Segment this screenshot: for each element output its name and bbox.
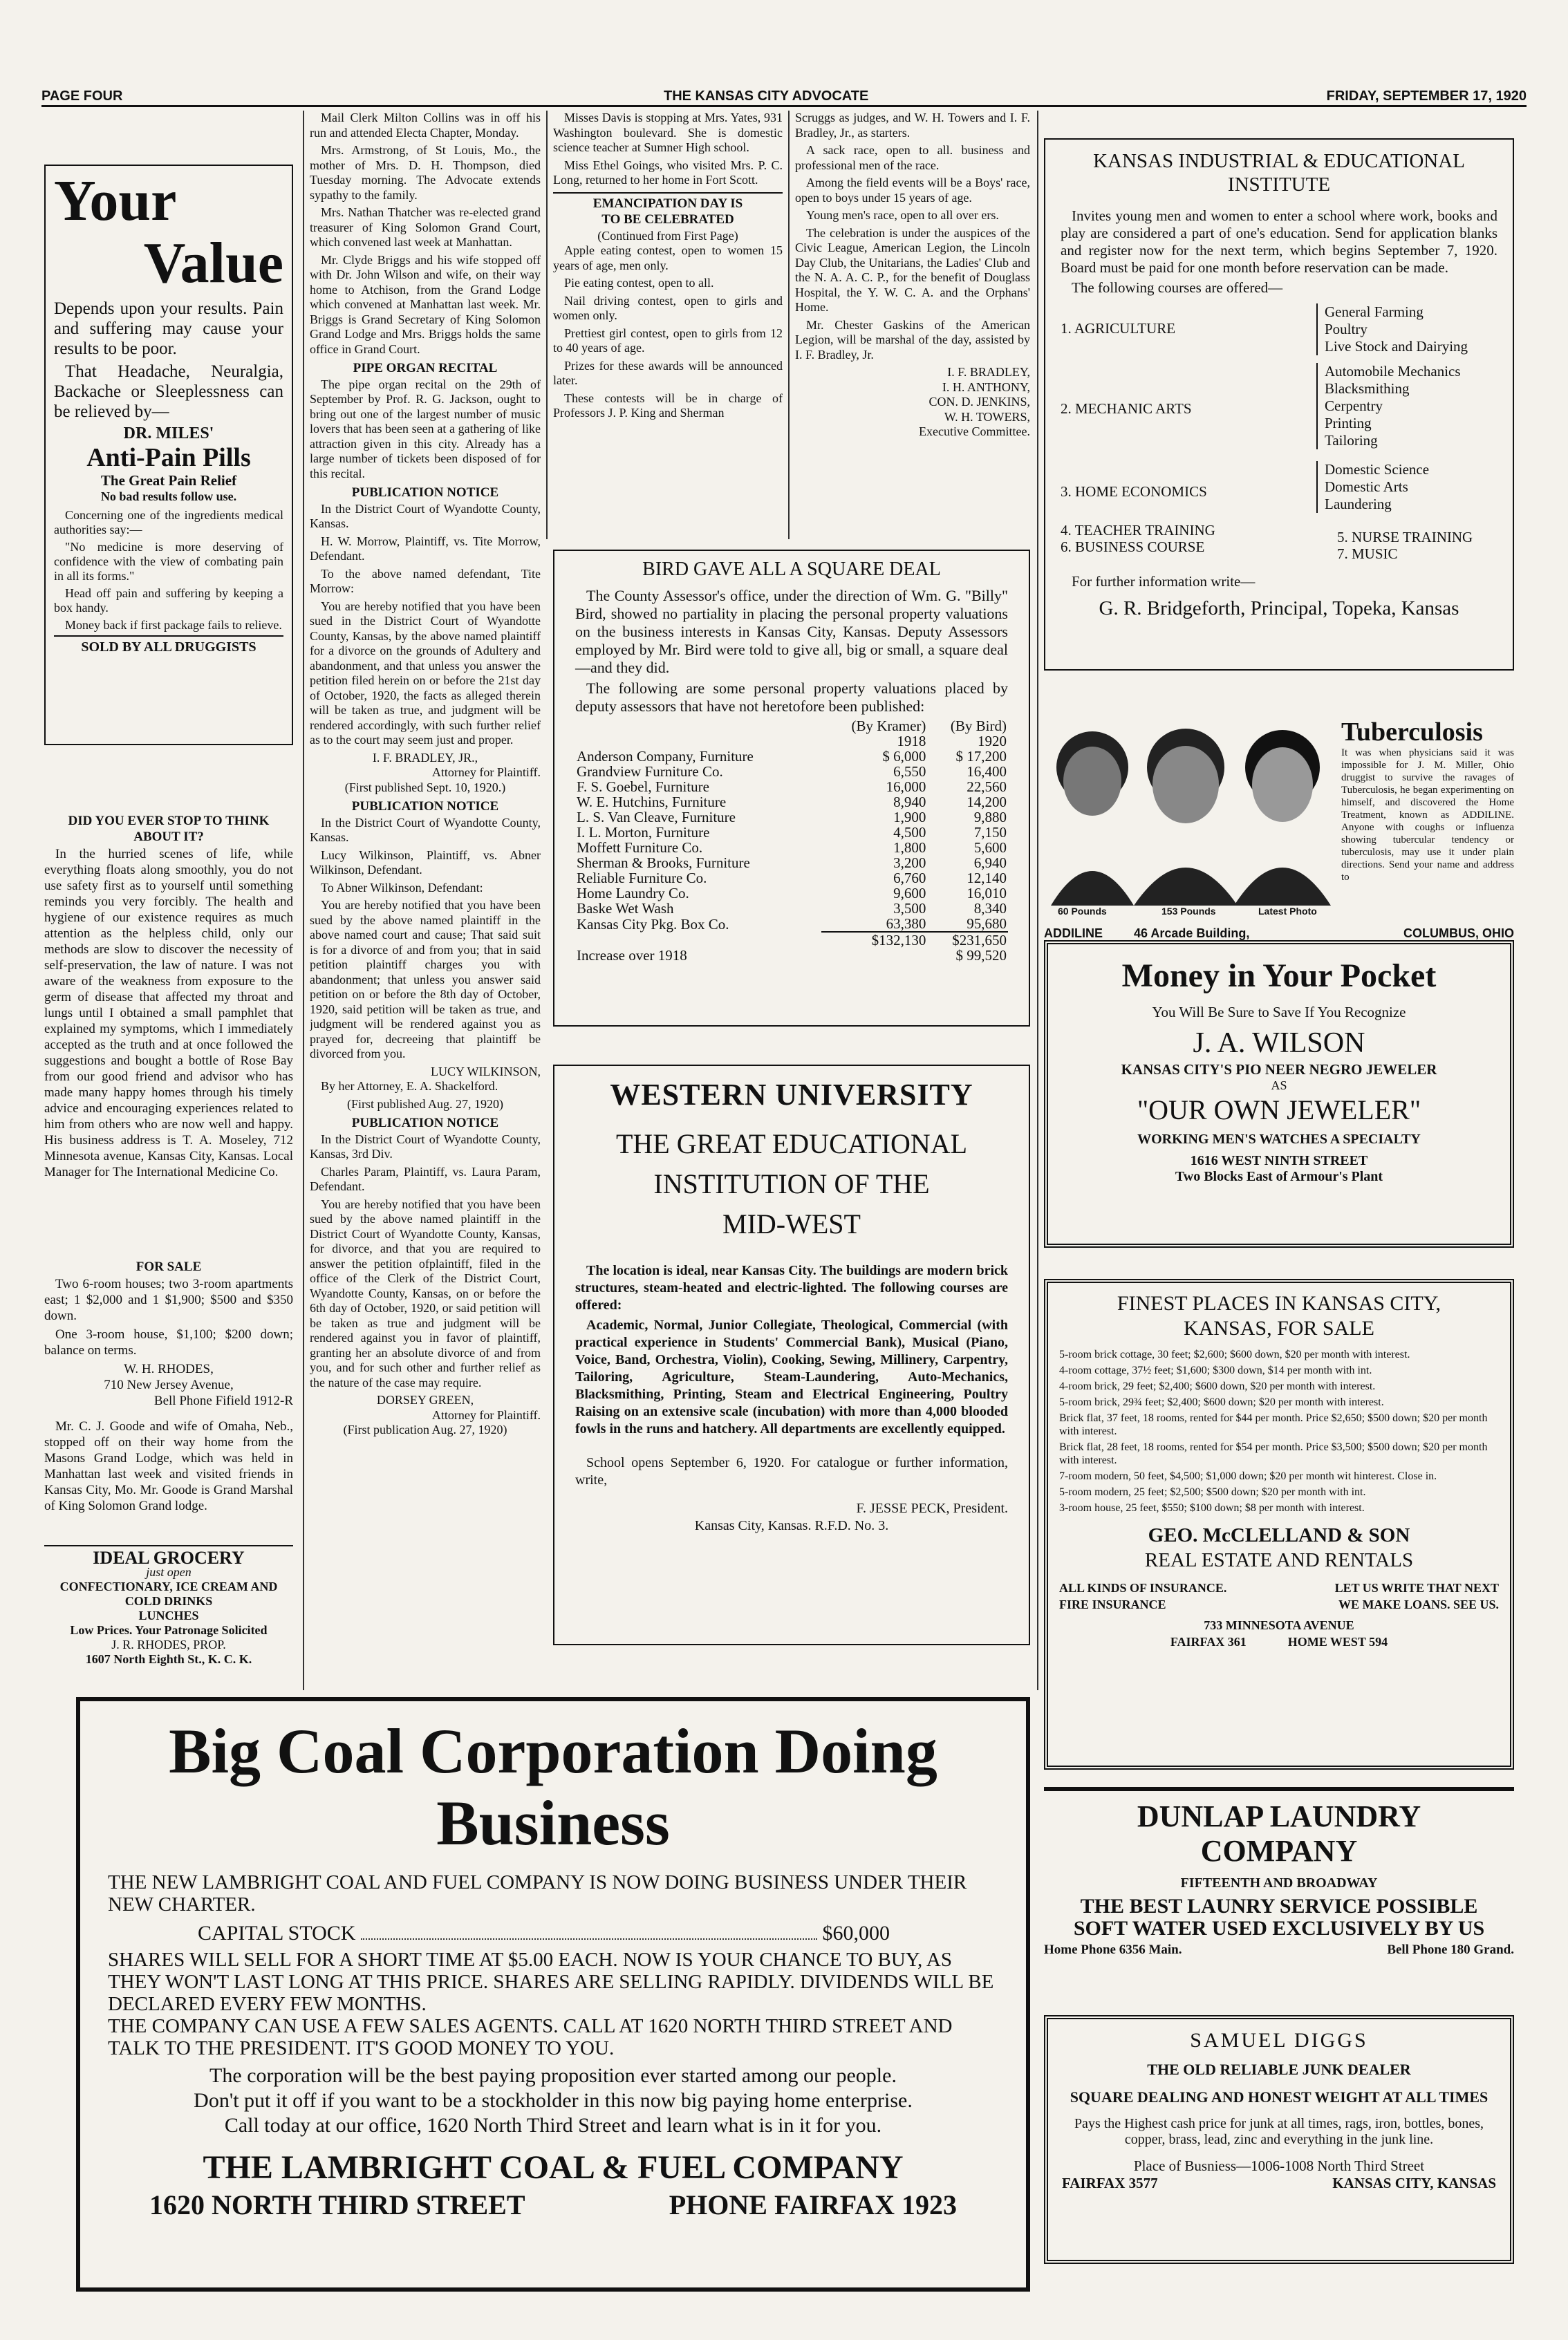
- laundry-slogan: THE BEST LAUNRY SERVICE POSSIBLE: [1080, 1895, 1478, 1918]
- grocery-line: Low Prices. Your Patronage Solicited: [70, 1623, 268, 1637]
- institute-further: For further information write—: [1072, 573, 1256, 590]
- for-sale-section: [44, 1255, 293, 1545]
- ad-title-value: Value: [143, 231, 283, 295]
- portrait-icon: [1051, 731, 1134, 906]
- column-header: (By Kramer): [851, 718, 926, 734]
- laundry-address: FIFTEENTH AND BROADWAY: [1180, 1875, 1378, 1891]
- emancipation-text: Scruggs as judges, and W. H. Towers and I. F. Bradley, Jr., as starters.: [795, 111, 1030, 140]
- tuberculosis-title: Tuberculosis: [1341, 718, 1483, 747]
- business-name: F. S. Goebel, Furniture: [577, 778, 709, 795]
- emancipation-text: Mr. Chester Gaskins of the American Legion, will be marshal of the day, assisted by I. F. Bradley, Jr.: [795, 317, 1030, 362]
- course-mechanic-arts: 2. MECHANIC ARTS: [1061, 400, 1192, 417]
- jeweler-line: KANSAS CITY'S PIO NEER NEGRO JEWELER: [1121, 1061, 1437, 1078]
- western-title: WESTERN UNIVERSITY: [610, 1078, 973, 1112]
- course-item: Blacksmithing: [1325, 380, 1410, 397]
- addiline-address: 46 Arcade Building,: [1134, 926, 1250, 940]
- coal-text: THE COMPANY CAN USE A FEW SALES AGENTS. CALL AT 1620 NORTH THIRD STREET AND TALK TO THE PRESIDENT. IT'S GOOD MONEY TO YOU.: [108, 2015, 953, 2059]
- notice-court: In the District Court of Wyandotte County, Kansas.: [310, 815, 541, 844]
- firm-phone: FAIRFAX 361: [1170, 1635, 1247, 1649]
- ad-text: "No medicine is more deserving of confidence with the view of combating pain in all its forms.": [54, 540, 283, 583]
- firm-name: GEO. McCLELLAND & SON: [1148, 1524, 1410, 1546]
- issue-date: FRIDAY, SEPTEMBER 17, 1920: [1326, 88, 1527, 104]
- addiline-city: COLUMBUS, OHIO: [1403, 926, 1514, 940]
- coal-text: Don't put it off if you want to be a stockholder in this now big paying home enterprise.: [194, 2089, 913, 2112]
- grocery-prop: J. R. RHODES, PROP.: [111, 1638, 226, 1651]
- ad-no-bad: No bad results follow use.: [100, 489, 237, 503]
- grocery-title: IDEAL GROCERY: [93, 1548, 245, 1568]
- laundry-phone: Bell Phone 180 Grand.: [1387, 1943, 1514, 1957]
- western-subtitle: INSTITUTION OF THE: [653, 1168, 930, 1199]
- emancipation-item: Nail driving contest, open to girls and women only.: [553, 293, 783, 322]
- western-courses: Academic, Normal, Junior Collegiate, Theological, Commercial (with practical experience in Students' Commercial Bank), Musical (Piano, Voice, Band, Orchestra, Violin), Cooking, Sewing, Millinery, Carpentry, Tailoring, Agriculture, Steam-Laundering, Auto-Mechanics, Blacksmithing, Printing, Steam and Electrical Engineering, Poultry Raising on an extensive scale (incubation) with more than 4,000 blooded fowls in the runs and hatchery. All departments are excellently equipped.: [575, 1318, 1008, 1436]
- goode-item: Mr. C. J. Goode and wife of Omaha, Neb., stopped off on their way home from the Masons Grand Lodge, which was held in Manhattan last week and visited friends in Kansas City, Mo. Mr. Goode is Grand Marshal of King Solomon Grand lodge.: [44, 1419, 293, 1513]
- diggs-title: SAMUEL DIGGS: [1190, 2029, 1368, 2052]
- value-1920: 22,560: [967, 778, 1007, 795]
- notice-published: (First publication Aug. 27, 1920): [343, 1423, 507, 1436]
- grocery-line: LUNCHES: [138, 1609, 199, 1622]
- course-item: Poultry: [1325, 321, 1368, 337]
- notice-published: (First published Aug. 27, 1920): [346, 1096, 503, 1111]
- for-sale-phone: Bell Phone Fifield 1912-R: [153, 1394, 293, 1408]
- coal-text: SHARES WILL SELL FOR A SHORT TIME AT $5.00 EACH. NOW IS YOUR CHANCE TO BUY, AS THEY WON'T LAST LONG AT THIS PRICE. SHARES ARE SELLING RAPIDLY. DIVIDENDS WILL BE DECLARED EVERY FEW MONTHS.: [108, 1949, 994, 2015]
- laundry-title: COMPANY: [1200, 1834, 1358, 1868]
- business-name: Kansas City Pkg. Box Co.: [577, 915, 729, 933]
- firm-phone: HOME WEST 594: [1287, 1635, 1388, 1649]
- column-header: (By Bird): [950, 718, 1007, 734]
- jeweler-address: 1616 WEST NINTH STREET: [1190, 1153, 1368, 1168]
- value-1918: 1,800: [893, 839, 926, 856]
- article-headline: DID YOU EVER STOP TO THINK ABOUT IT?: [68, 814, 270, 844]
- coal-company: THE LAMBRIGHT COAL & FUEL COMPANY: [203, 2149, 904, 2186]
- emancipation-item: Pie eating contest, open to all.: [564, 276, 714, 290]
- kansas-industrial-ad: [1044, 138, 1514, 671]
- course-item: Domestic Arts: [1325, 478, 1408, 495]
- increase-label: Increase over 1918: [577, 947, 687, 964]
- ad-subtitle: The Great Pain Relief: [100, 472, 237, 489]
- coal-address: 1620 NORTH THIRD STREET: [149, 2189, 525, 2220]
- increase-value: $ 99,520: [955, 947, 1007, 964]
- column-rule: [303, 111, 304, 1690]
- value-1918: 6,550: [893, 763, 926, 780]
- institute-principal: G. R. Bridgeforth, Principal, Topeka, Kansas: [1099, 597, 1459, 619]
- value-1920: 6,940: [973, 854, 1007, 871]
- paper-title: THE KANSAS CITY ADVOCATE: [664, 88, 869, 104]
- total-1918: $132,130: [821, 932, 927, 948]
- committee-signature: W. H. TOWERS,: [944, 409, 1030, 424]
- western-address: Kansas City, Kansas. R.F.D. No. 3.: [694, 1518, 889, 1533]
- for-sale-name: W. H. RHODES,: [124, 1362, 214, 1376]
- value-1918: 4,500: [893, 824, 926, 841]
- firm-line: LET US WRITE THAT NEXT: [1334, 1581, 1499, 1595]
- notice-parties: H. W. Morrow, Plaintiff, vs. Tite Morrow, Defendant.: [310, 534, 541, 563]
- emancipation-text: A sack race, open to all. business and professional men of the race.: [795, 143, 1030, 172]
- valuation-row: [575, 764, 1008, 779]
- committee-signature: CON. D. JENKINS,: [928, 395, 1030, 409]
- capital-stock-label: CAPITAL STOCK: [198, 1922, 356, 1945]
- value-1918: 6,760: [893, 870, 926, 886]
- jeweler-specialty: WORKING MEN'S WATCHES A SPECIALTY: [1137, 1132, 1421, 1147]
- news-item: Mrs. Nathan Thatcher was re-elected grand treasurer of King Solomon Grand Court, which convened last week at Manhattan.: [310, 205, 541, 249]
- listing-item: Brick flat, 37 feet, 18 rooms, rented for $44 per month. Price $2,650; $500 down; $20 per month with interest.: [1059, 1412, 1488, 1437]
- course-item: General Farming: [1325, 303, 1424, 320]
- notice-to: To Abner Wilkinson, Defendant:: [321, 880, 483, 895]
- business-name: I. L. Morton, Furniture: [577, 824, 710, 841]
- bird-intro: The following are some personal property valuations placed by deputy assessors that have not heretofore been published:: [575, 680, 1008, 715]
- emancipation-item: Apple eating contest, open to women 15 years of age, men only.: [553, 243, 783, 272]
- bird-title: BIRD GAVE ALL A SQUARE DEAL: [642, 559, 941, 580]
- photo-caption: 60 Pounds: [1058, 906, 1107, 917]
- column-rule: [788, 111, 790, 539]
- course-item: Tailoring: [1325, 432, 1378, 449]
- jeweler-title: Money in Your Pocket: [1121, 957, 1437, 994]
- ad-brand: DR. MILES': [123, 424, 214, 442]
- emancipation-title: EMANCIPATION DAY IS: [553, 192, 783, 212]
- tuberculosis-ad: [1044, 712, 1514, 961]
- tuberculosis-text: It was when physicians said it was impossible for J. M. Miller, Ohio druggist to survive the ravages of Tuberculosis, he began experimenting on himself, and discovered the Home Treatment, known as ADDILINE. Anyone with coughs or influenza showing tubercular tendency or tuberculosis, may use it under plain directions. Send your name and address to: [1341, 747, 1514, 883]
- listing-item: 4-room brick, 29 feet; $2,400; $600 down, $20 per month with interest.: [1059, 1380, 1376, 1392]
- value-1920: 5,600: [973, 839, 1007, 856]
- wilson-jeweler-ad: [1044, 940, 1514, 1248]
- for-sale-text: Two 6-room houses; two 3-room apartments east; 1 $2,000 and 1 $1,900; $500 and $350 down.: [44, 1277, 293, 1323]
- laundry-title: DUNLAP LAUNDRY: [1137, 1799, 1421, 1833]
- value-1918: 1,900: [893, 809, 926, 825]
- diggs-line: Pays the Highest cash price for junk at all times, rags, iron, bottles, bones, copper, brass, lead, zinc and everything in the junk line.: [1074, 2116, 1484, 2147]
- emancipation-text: The celebration is under the auspices of the Civic League, American Legion, the Lincoln Day Club, the Unitarians, the Ladies' Club and the N. A. A. C. P., for the benefit of Douglass Hospital, the Y. W. C. A. and the Orphans' Home.: [795, 225, 1030, 314]
- committee-signature: Executive Committee.: [919, 424, 1030, 438]
- value-1920: 16,400: [967, 763, 1007, 780]
- listing-item: 7-room modern, 50 feet, $4,500; $1,000 down; $20 per month wit hinterest. Close in.: [1059, 1470, 1437, 1482]
- listing-item: Brick flat, 28 feet, 18 rooms, rented for $54 per month. Price $3,500; $500 down; $20 per month with interest.: [1059, 1441, 1488, 1466]
- business-name: Moffett Furniture Co.: [577, 839, 703, 856]
- coal-text: The corporation will be the best paying proposition ever started among our people.: [209, 2064, 897, 2087]
- course-home-economics: 3. HOME ECONOMICS: [1061, 483, 1207, 500]
- column-rule: [1037, 111, 1038, 1690]
- ad-title-your: Your: [54, 169, 177, 233]
- notice-signature: Attorney for Plaintiff.: [431, 1407, 541, 1422]
- business-name: Home Laundry Co.: [577, 885, 689, 901]
- photo-caption: Latest Photo: [1258, 906, 1317, 917]
- jeweler-as: AS: [1271, 1078, 1287, 1092]
- course-item: Domestic Science: [1325, 461, 1430, 478]
- coal-text: THE NEW LAMBRIGHT COAL AND FUEL COMPANY IS NOW DOING BUSINESS UNDER THEIR NEW CHARTER.: [108, 1871, 967, 1916]
- emancipation-title: TO BE CELEBRATED: [601, 212, 734, 227]
- listing-item: 3-room house, 25 feet, $550; $100 down; $8 per month with interest.: [1059, 1502, 1365, 1514]
- value-1920: 8,340: [973, 900, 1007, 917]
- jeweler-name: J. A. WILSON: [1193, 1027, 1365, 1059]
- diggs-line: SQUARE DEALING AND HONEST WEIGHT AT ALL TIMES: [1070, 2088, 1488, 2106]
- institute-intro: Invites young men and women to enter a school where work, books and play are considered a part of one's education. Send for application blanks and register now for the next term, which begins September 7, 1920. Board must be paid for one month before reservation can be made.: [1061, 207, 1497, 276]
- dunlap-laundry-ad: [1044, 1787, 1514, 2015]
- course-item: Live Stock and Dairying: [1325, 338, 1468, 355]
- valuation-row: [575, 825, 1008, 840]
- emancipation-item: Prizes for these awards will be announced later.: [553, 358, 783, 387]
- business-name: W. E. Hutchins, Furniture: [577, 794, 727, 810]
- ad-product: Anti-Pain Pills: [86, 443, 251, 472]
- ideal-grocery-ad: [44, 1545, 293, 1690]
- notice-court: In the District Court of Wyandotte County, Kansas, 3rd Div.: [310, 1132, 541, 1161]
- value-1918: 16,000: [886, 778, 926, 795]
- value-1918: 3,200: [893, 854, 926, 871]
- western-signature: F. JESSE PECK, President.: [856, 1501, 1008, 1516]
- for-sale-title: FOR SALE: [136, 1260, 202, 1274]
- column-3: [553, 111, 783, 539]
- institute-title: INSTITUTE: [1227, 174, 1331, 196]
- value-1920: $ 17,200: [955, 748, 1007, 765]
- laundry-phone: Home Phone 6356 Main.: [1044, 1943, 1182, 1957]
- valuation-row: [575, 870, 1008, 886]
- ad-footer: SOLD BY ALL DRUGGISTS: [54, 635, 283, 655]
- news-item: Miss Ethel Goings, who visited Mrs. P. C. Long, returned to her home in Fort Scott.: [553, 158, 783, 187]
- course-item: Cerpentry: [1325, 397, 1383, 414]
- course-item: Printing: [1325, 415, 1372, 431]
- portrait-photos: [1044, 712, 1334, 919]
- business-name: Anderson Company, Furniture: [577, 748, 754, 765]
- valuation-row: [575, 840, 1008, 855]
- publication-notice-title: PUBLICATION NOTICE: [351, 799, 499, 814]
- value-1918: 63,380: [886, 915, 926, 932]
- notice-signature: Attorney for Plaintiff.: [431, 765, 541, 779]
- diggs-phone: FAIRFAX 3577: [1062, 2175, 1158, 2191]
- notice-parties: Lucy Wilkinson, Plaintiff, vs. Abner Wilkinson, Defendant.: [310, 848, 541, 877]
- notice-body: You are hereby notified that you have been sued in the District Court of Wyandotte County, Kansas, by the above named plaintiff for a divorce on the grounds of Adultery and abandonment, and that unless you answer the petition filed herein on or before the 21st day of October, 1920, the facts as alleged therein will be taken as true, and judgment will be rendered accordingly, with such further relief as to the court may seem just and proper.: [310, 599, 541, 747]
- firm-line: ALL KINDS OF INSURANCE.: [1059, 1581, 1227, 1595]
- notice-published: (First published Sept. 10, 1920.): [344, 780, 506, 794]
- column-header: 1918: [897, 733, 926, 749]
- news-item: Mrs. Armstrong, of St Louis, Mo., the mother of Mrs. D. H. Thompson, died Tuesday morning. The Advocate extends sypathy to the family.: [310, 143, 541, 202]
- news-item: Misses Davis is stopping at Mrs. Yates, 931 Washington boulevard. She is domestic science teacher at Sumner High school.: [553, 111, 783, 154]
- column-header: 1920: [978, 733, 1007, 749]
- firm-line: FIRE INSURANCE: [1059, 1598, 1166, 1611]
- notice-signature: I. F. BRADLEY, JR.,: [372, 750, 478, 765]
- lambright-coal-ad: [76, 1697, 1030, 2292]
- news-item: Mail Clerk Milton Collins was in off his run and attended Electa Chapter, Monday.: [310, 111, 541, 140]
- for-sale-text: One 3-room house, $1,100; $200 down; balance on terms.: [44, 1327, 293, 1358]
- course-business: 6. BUSINESS COURSE: [1061, 539, 1205, 555]
- listing-item: 5-room brick cottage, 30 feet; $2,600; $600 down, $20 per month with interest.: [1059, 1349, 1410, 1360]
- valuation-row: [575, 794, 1008, 809]
- business-name: Grandview Furniture Co.: [577, 763, 723, 780]
- notice-parties: Charles Param, Plaintiff, vs. Laura Param, Defendant.: [310, 1164, 541, 1193]
- coal-text: Call today at our office, 1620 North Third Street and learn what is in it for you.: [224, 2114, 882, 2137]
- firm-address: 733 MINNESOTA AVENUE: [1204, 1618, 1354, 1632]
- firm-tagline: REAL ESTATE AND RENTALS: [1144, 1549, 1414, 1571]
- ad-text: Concerning one of the ingredients medical authorities say:—: [54, 508, 283, 536]
- western-subtitle: MID-WEST: [722, 1208, 861, 1239]
- value-1918: $ 6,000: [882, 748, 926, 765]
- total-1920: $231,650: [927, 932, 1008, 948]
- firm-line: WE MAKE LOANS. SEE US.: [1338, 1598, 1499, 1611]
- news-item: Mr. Clyde Briggs and his wife stopped off with Dr. John Wilson and wife, on their way home to Atchison, from the Grand Lodge which convened at Manhattan last week. Mr. Briggs is Grand Secretary of King Solomon Grand Lodge and Mrs. Briggs holds the same office in Grand Court.: [310, 252, 541, 356]
- notice-body: You are hereby notified that you have been sued by the above named plaintiff in the District Court of Wyandotte County, Kansas, for divorce, and that you are required to answer the petition ofplaintiff, filed in the office of the Clerk of the District Court, Wyandotte County, Kansas, on or before the 6th day of October, 1920, or said petition will be taken as true and judgment will be rendered against you in favor of plaintiff, granting her an absolute divorce of and from you, and for such other and further relief as the nature of the case may require.: [310, 1197, 541, 1389]
- listing-item: 4-room cottage, 37½ feet; $1,600; $300 down, $14 per month with int.: [1059, 1365, 1372, 1376]
- value-1918: 8,940: [893, 794, 926, 810]
- organ-recital-text: The pipe organ recital on the 29th of September by Prof. R. G. Jackson, ought to bring out one of the largest number of music lovers that has been seen at a gathering of like attraction given in this city. Already has a large number of tickets been disposed of for this recital.: [310, 377, 541, 480]
- ad-text: Money back if first package fails to relieve.: [65, 618, 282, 632]
- committee-signature: I. F. BRADLEY,: [947, 365, 1030, 379]
- value-1920: 16,010: [967, 885, 1007, 901]
- western-text: The location is ideal, near Kansas City. The buildings are modern brick structures, steam-heated and electric-lighted. The following courses are offered:: [575, 1263, 1008, 1313]
- addiline-brand: ADDILINE: [1044, 926, 1103, 940]
- diggs-city: KANSAS CITY, KANSAS: [1332, 2175, 1496, 2191]
- institute-courses-intro: The following courses are offered—: [1072, 279, 1283, 296]
- coal-headline: Big Coal Corporation Doing: [169, 1716, 937, 1786]
- column-4: [795, 111, 1030, 539]
- listing-item: 5-room brick, 29¾ feet; $2,400; $600 down; $20 per month with interest.: [1059, 1396, 1384, 1408]
- notice-body: You are hereby notified that you have been sued by the above named plaintiff in the above named court and cause; That said suit is for a divorce of and from you; that in said petition plaintiff charges you with abandonment; that unless you answer said petition on or before the 8th day of October, 1920, said petition will be taken as true, and judgment will be rendered against you as prayed for, decreeing that plaintiff be divorced from you.: [310, 898, 541, 1060]
- notice-to: To the above named defendant, Tite Morrow:: [310, 566, 541, 595]
- emancipation-continued: (Continued from First Page): [597, 228, 738, 243]
- column-2: [310, 111, 541, 1694]
- course-music: 7. MUSIC: [1337, 545, 1398, 562]
- jeweler-subtitle: You Will Be Sure to Save If You Recognize: [1152, 1004, 1406, 1020]
- diggs-subtitle: THE OLD RELIABLE JUNK DEALER: [1147, 2061, 1411, 2078]
- samuel-diggs-ad: [1044, 2015, 1514, 2264]
- notice-signature: DORSEY GREEN,: [376, 1393, 474, 1407]
- value-1918: 9,600: [893, 885, 926, 901]
- valuation-row: [575, 855, 1008, 870]
- business-name: L. S. Van Cleave, Furniture: [577, 809, 736, 825]
- ad-body: Depends upon your results. Pain and suffering may cause your results to be poor.: [54, 299, 283, 358]
- valuations-table: [575, 718, 1008, 963]
- did-you-article: [44, 809, 293, 1251]
- business-name: Sherman & Brooks, Furniture: [577, 854, 750, 871]
- course-item: Automobile Mechanics: [1325, 363, 1461, 380]
- valuation-row: [575, 749, 1008, 764]
- notice-signature: LUCY WILKINSON,: [431, 1064, 541, 1078]
- western-text: School opens September 6, 1920. For catalogue or further information, write,: [575, 1455, 1008, 1488]
- portrait-icon: [1134, 729, 1238, 906]
- value-1920: 12,140: [967, 870, 1007, 886]
- anti-pain-pills-ad: [44, 165, 293, 745]
- bird-intro: The County Assessor's office, under the direction of Wm. G. "Billy" Bird, showed no partiality in placing the personal property valuations on the business interests in Kansas City, Kansas. Deputy Assessors employed by Mr. Bird were told to give all, big or small, a square deal—and they did.: [575, 587, 1008, 676]
- diggs-address: Place of Busniess—1006-1008 North Third Street: [1133, 2158, 1425, 2174]
- jeweler-address: Two Blocks East of Armour's Plant: [1175, 1169, 1383, 1184]
- valuation-row: [575, 901, 1008, 916]
- for-sale-address: 710 New Jersey Avenue,: [104, 1378, 234, 1392]
- grocery-line: CONFECTIONARY, ICE CREAM AND COLD DRINKS: [59, 1580, 278, 1608]
- coal-headline: Business: [436, 1788, 670, 1858]
- course-nurse-training: 5. NURSE TRAINING: [1337, 529, 1473, 545]
- valuation-row: [575, 886, 1008, 901]
- emancipation-item: These contests will be in charge of Professors J. P. King and Sherman: [553, 391, 783, 420]
- ad-text: Head off pain and suffering by keeping a box handy.: [54, 586, 283, 615]
- value-1920: 9,880: [973, 809, 1007, 825]
- western-subtitle: THE GREAT EDUCATIONAL: [615, 1128, 968, 1159]
- course-item: Laundering: [1325, 496, 1392, 512]
- organ-recital-title: PIPE ORGAN RECITAL: [353, 361, 498, 375]
- course-teacher-training: 4. TEACHER TRAINING: [1061, 522, 1215, 539]
- masthead: [41, 88, 1527, 107]
- finest-title: FINEST PLACES IN KANSAS CITY,: [1117, 1292, 1441, 1315]
- laundry-slogan: SOFT WATER USED EXCLUSIVELY BY US: [1073, 1917, 1485, 1940]
- page-number: PAGE FOUR: [41, 88, 123, 104]
- article-body: In the hurried scenes of life, while everything floats along smoothly, you do not use safety first as to yourself until something reminds you very forcibly. The health and hygiene of our existence requires as much attention as the helpless child, only our methods are slow to discover the necessity of self-preservation, the law of nature. I was not aware of the weakness from exposure to the germ of disease that affected my throat and lungs until I obtained a small pamphlet that explained my symptoms, which I immediately accepted as the truth and at once followed the suggestions and bought a bottle of Rose Bay from our good friend and advisor who has made many happy homes through his timely advice and encouraging experiences related to him from others who are now well and happy. His business address is T. A. Moseley, 712 Minnesota avenue, Kansas City, Kansas. Local Manager for The International Medicine Co.: [44, 847, 293, 1179]
- grocery-address: 1607 North Eighth St., K. C. K.: [85, 1652, 252, 1666]
- western-university-ad: [553, 1065, 1030, 1645]
- business-name: Baske Wet Wash: [577, 900, 674, 917]
- finest-title: KANSAS, FOR SALE: [1184, 1317, 1374, 1340]
- value-1920: 14,200: [967, 794, 1007, 810]
- grocery-open: just open: [146, 1565, 192, 1579]
- coal-phone: PHONE FAIRFAX 1923: [669, 2189, 957, 2220]
- jeweler-own: "OUR OWN JEWELER": [1137, 1094, 1421, 1125]
- valuation-row: [575, 809, 1008, 825]
- column-rule: [546, 111, 548, 539]
- listing-item: 5-room modern, 25 feet; $2,500; $500 down; $20 per month with int.: [1059, 1486, 1366, 1498]
- photo-caption: 153 Pounds: [1161, 906, 1216, 917]
- value-1920: 95,680: [967, 915, 1007, 932]
- committee-signature: I. H. ANTHONY,: [942, 380, 1030, 394]
- valuation-row: [575, 779, 1008, 794]
- portrait-icon: [1234, 730, 1331, 906]
- publication-notice-title: PUBLICATION NOTICE: [351, 1116, 499, 1130]
- emancipation-text: Young men's race, open to all over ers.: [806, 208, 999, 222]
- value-1920: 7,150: [973, 824, 1007, 841]
- notice-court: In the District Court of Wyandotte County, Kansas.: [310, 501, 541, 530]
- valuation-row: [575, 916, 1008, 932]
- mcclelland-real-estate-ad: [1044, 1279, 1514, 1770]
- institute-title: KANSAS INDUSTRIAL & EDUCATIONAL: [1093, 150, 1465, 172]
- capital-stock-value: $60,000: [822, 1922, 890, 1945]
- bird-square-deal-box: [553, 550, 1030, 1027]
- emancipation-text: Among the field events will be a Boys' race, open to boys under 15 years of age.: [795, 176, 1030, 205]
- notice-signature: By her Attorney, E. A. Shackelford.: [321, 1079, 498, 1093]
- course-agriculture: 1. AGRICULTURE: [1061, 320, 1176, 337]
- emancipation-item: Prettiest girl contest, open to girls from 12 to 40 years of age.: [553, 326, 783, 355]
- ad-body: That Headache, Neuralgia, Backache or Sleeplessness can be relieved by—: [54, 362, 283, 421]
- publication-notice-title: PUBLICATION NOTICE: [351, 485, 499, 500]
- business-name: Reliable Furniture Co.: [577, 870, 707, 886]
- value-1918: 3,500: [893, 900, 926, 917]
